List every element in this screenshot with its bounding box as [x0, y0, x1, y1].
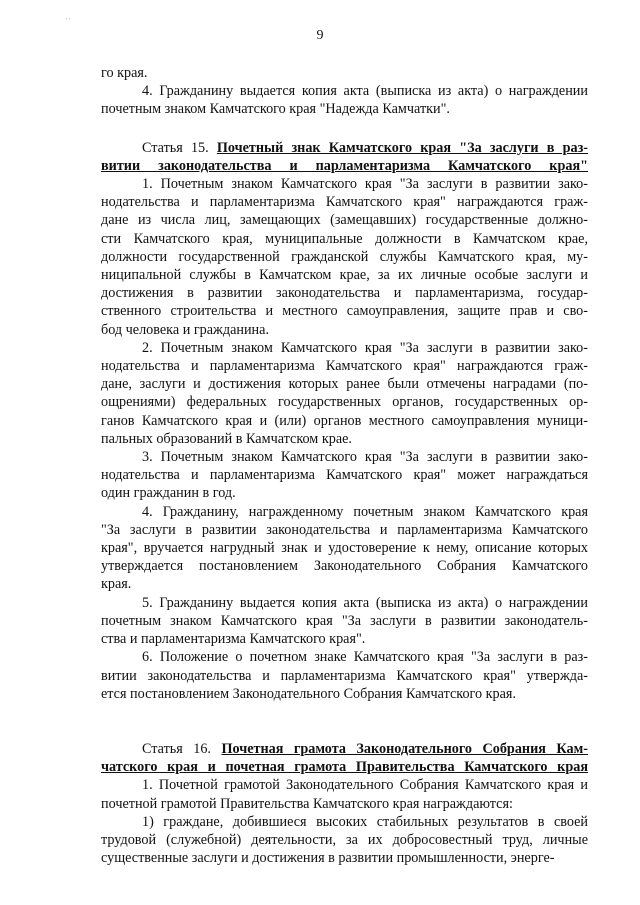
paragraph-line: почетной грамотой Правительства Камчатского края награждаются:: [101, 795, 513, 812]
paragraph-first-line: 5. Гражданину выдается копия акта (выписка из акта) о награждении: [142, 594, 588, 611]
paragraph-line: утверждается постановлением Законодательного Собрания Камчатского: [101, 558, 588, 575]
paragraph-line: один гражданин в год.: [101, 485, 236, 502]
paragraph-line: ется постановлением Законодательного Собрания Камчатского края.: [101, 685, 517, 702]
paragraph-line: дане, заслуги и достижения которых ранее были отмечены наградами (по-: [101, 376, 588, 393]
page-number: 9: [316, 28, 324, 43]
paragraph-line: сти Камчатского края, муниципальные должности в Камчатском крае,: [101, 230, 588, 247]
article-title-line: Почетный знак Камчатского края "За заслуги в раз-: [216, 139, 589, 156]
paragraph-line: дане из числа лиц, замещающих (замещавших) государственные должно-: [101, 212, 588, 229]
paragraph-line: почетным знаком Камчатского края "Надежда Камчатки".: [101, 101, 450, 118]
paragraph-line: достижения в развитии законодательства и парламентаризма, государ-: [101, 285, 588, 302]
paragraph-line: "За заслуги в развитии законодательства и парламентаризма Камчатского: [101, 521, 588, 538]
paragraph-line: нодательства и парламентаризма Камчатского края" может награждаться: [101, 467, 588, 484]
paragraph-line: почетным знаком Камчатского края "За заслуги в развитии законодатель-: [101, 612, 588, 629]
paragraph-first-line: 1) граждане, добившиеся высоких стабильных результатов в своей: [142, 813, 588, 830]
page-body: [101, 64, 588, 867]
paragraph-line: нодательства и парламентаризма Камчатского края" награждаются граж-: [101, 194, 588, 211]
paragraph-line: ощрениями) федеральных государственных органов, государственных ор-: [101, 394, 588, 411]
paragraph-first-line: 6. Положение о почетном знаке Камчатского края "За заслуги в раз-: [142, 649, 588, 666]
article-title-line: Почетная грамота Законодательного Собрания Кам-: [221, 740, 588, 757]
article-number: Статья 15.: [142, 139, 217, 156]
article-heading: [101, 740, 588, 776]
paragraph-first-line: 2. Почетным знаком Камчатского края "За заслуги в развитии зако-: [142, 339, 588, 356]
paragraph-line: пальных образований в Камчатском крае.: [101, 430, 352, 447]
paragraph-line: витии законодательства и парламентаризма Камчатского края" утвержда-: [101, 667, 588, 684]
paragraph-first-line: го края.: [101, 65, 148, 81]
paragraph-first-line: 1. Почетной грамотой Законодательного Собрания Камчатского края и: [142, 777, 588, 794]
paragraph-line: ственного строительства и местного самоуправления, защите прав и сво-: [101, 303, 588, 320]
article-heading: [101, 139, 588, 175]
paragraph-line: края.: [101, 576, 132, 593]
corner-mark: ' ': [66, 18, 70, 24]
paragraph-first-line: 3. Почетным знаком Камчатского края "За заслуги в развитии зако-: [142, 449, 588, 466]
paragraph-line: должности государственной гражданской службы Камчатского края, му-: [101, 248, 588, 265]
paragraph-first-line: 1. Почетным знаком Камчатского края "За заслуги в развитии зако-: [142, 176, 588, 193]
paragraph-line: края", вручается нагрудный знак и удостоверение к нему, описание которых: [101, 540, 588, 557]
paragraph-line: нодательства и парламентаризма Камчатского края" награждаются граж-: [101, 358, 588, 375]
paragraph-line: ганов Камчатского края и (или) органов местного самоуправления муници-: [101, 412, 588, 429]
paragraph-line: ниципальной службы в Камчатском крае, за их личные особые заслуги и: [101, 267, 588, 284]
paragraph-first-line: 4. Гражданину, награжденному почетным знаком Камчатского края: [142, 503, 588, 520]
article-title-line: витии законодательства и парламентаризма Камчатского края": [101, 157, 588, 174]
paragraph-line: трудовой (служебной) деятельности, за их добросовестный труд, личные: [101, 831, 588, 848]
paragraph-first-line: 4. Гражданину выдается копия акта (выписка из акта) о награждении: [142, 83, 588, 100]
paragraph-line: существенные заслуги и достижения в развитии промышленности, энерге-: [101, 850, 555, 867]
paragraph-line: ства и парламентаризма Камчатского края".: [101, 631, 366, 648]
article-number: Статья 16.: [142, 740, 222, 757]
paragraph-line: бод человека и гражданина.: [101, 321, 269, 338]
article-title-line: чатского края и почетная грамота Правительства Камчатского края: [101, 759, 588, 776]
